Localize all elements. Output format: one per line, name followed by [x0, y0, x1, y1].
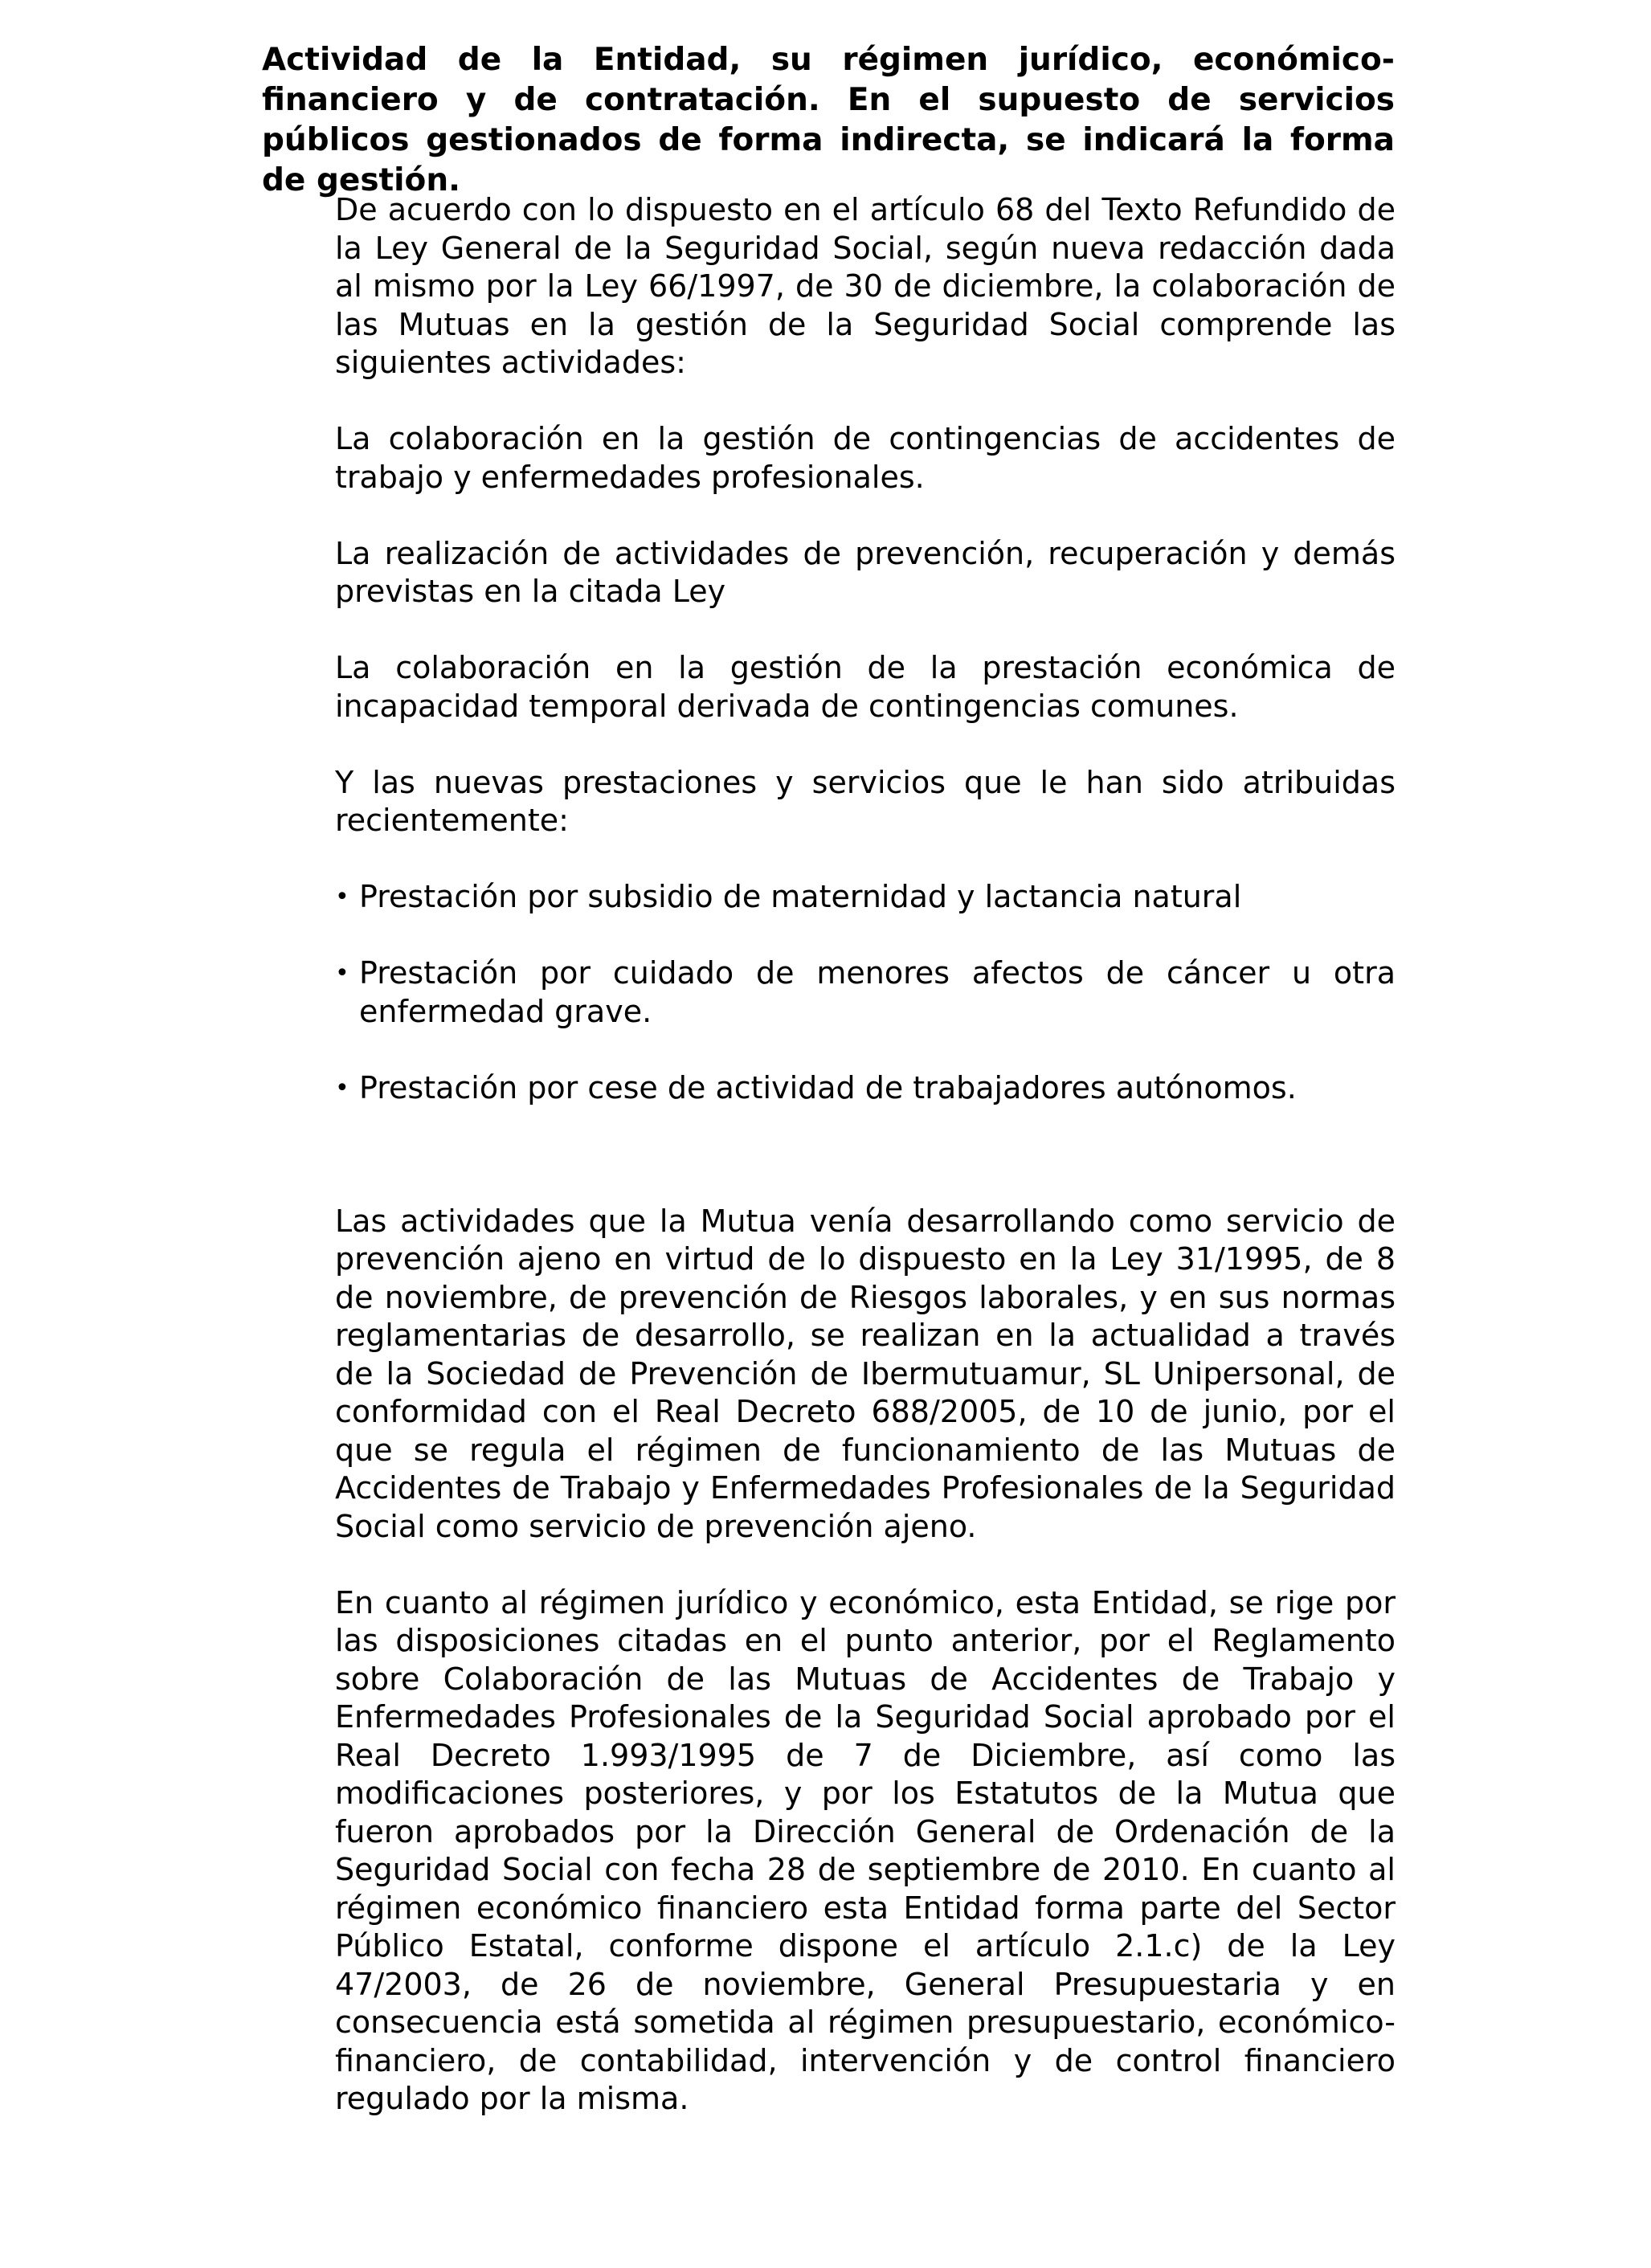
list-item — [335, 1069, 1396, 1108]
activity-paragraph-2: La realización de actividades de prevención, recuperación y demás previstas en la citada Ley — [335, 535, 1396, 609]
list-item-text: Prestación por subsidio de maternidad y lactancia natural — [359, 879, 1242, 914]
new-services-paragraph: Y las nuevas prestaciones y servicios que le han sido atribuidas recientemente: — [335, 764, 1396, 838]
bullet-icon: • — [335, 883, 349, 911]
list-item — [335, 954, 1396, 1031]
list-item — [335, 878, 1396, 917]
activity-paragraph-1: La colaboración en la gestión de contingencias de accidentes de trabajo y enfermedades profesionales. — [335, 421, 1396, 495]
document-body — [335, 191, 1396, 2119]
section-heading: Actividad de la Entidad, su régimen jurídico, económico-financiero y de contratación. En el supuesto de servicios públicos gestionados de forma indirecta, se indicará la forma de gestión. — [262, 42, 1395, 198]
list-item-text: Prestación por cuidado de menores afectos de cáncer u otra enfermedad grave. — [359, 955, 1396, 1029]
bullet-icon: • — [335, 1073, 349, 1102]
new-services-list — [335, 878, 1396, 1107]
list-item-text: Prestación por cese de actividad de trabajadores autónomos. — [359, 1069, 1297, 1105]
intro-paragraph: De acuerdo con lo dispuesto en el artículo 68 del Texto Refundido de la Ley General de la Seguridad Social, según nueva redacción dada al mismo por la Ley 66/1997, de 30 de diciembre, la colaboración de las Mutuas en la gestión de la Seguridad Social comprende las siguientes actividades: — [335, 192, 1396, 380]
prevention-paragraph: Las actividades que la Mutua venía desarrollando como servicio de prevención ajeno en virtud de lo dispuesto en la Ley 31/1995, de 8 de noviembre, de prevención de Riesgos laborales, y en sus normas reglamentarias de desarrollo, se realizan en la actualidad a través de la Sociedad de Prevención de Ibermutuamur, SL Unipersonal, de conformidad con el Real Decreto 688/2005, de 10 de junio, por el que se regula el régimen de funcionamiento de las Mutuas de Accidentes de Trabajo y Enfermedades Profesionales de la Seguridad Social como servicio de prevención ajeno. — [335, 1203, 1396, 1544]
activity-paragraph-3: La colaboración en la gestión de la prestación económica de incapacidad temporal derivada de contingencias comunes. — [335, 650, 1396, 724]
spacer — [335, 1146, 1396, 1203]
legal-regime-paragraph: En cuanto al régimen jurídico y económico, esta Entidad, se rige por las disposiciones citadas en el punto anterior, por el Reglamento sobre Colaboración de las Mutuas de Accidentes de Trabajo y Enfermedades Profesionales de la Seguridad Social aprobado por el Real Decreto 1.993/1995 de 7 de Diciembre, así como las modificaciones posteriores, y por los Estatutos de la Mutua que fueron aprobados por la Dirección General de Ordenación de la Seguridad Social con fecha 28 de septiembre de 2010. En cuanto al régimen económico financiero esta Entidad forma parte del Sector Público Estatal, conforme dispone el artículo 2.1.c) de la Ley 47/2003, de 26 de noviembre, General Presupuestaria y en consecuencia está sometida al régimen presupuestario, económico-financiero, de contabilidad, intervención y de control financiero regulado por la misma. — [335, 1584, 1396, 2116]
bullet-icon: • — [335, 959, 349, 987]
